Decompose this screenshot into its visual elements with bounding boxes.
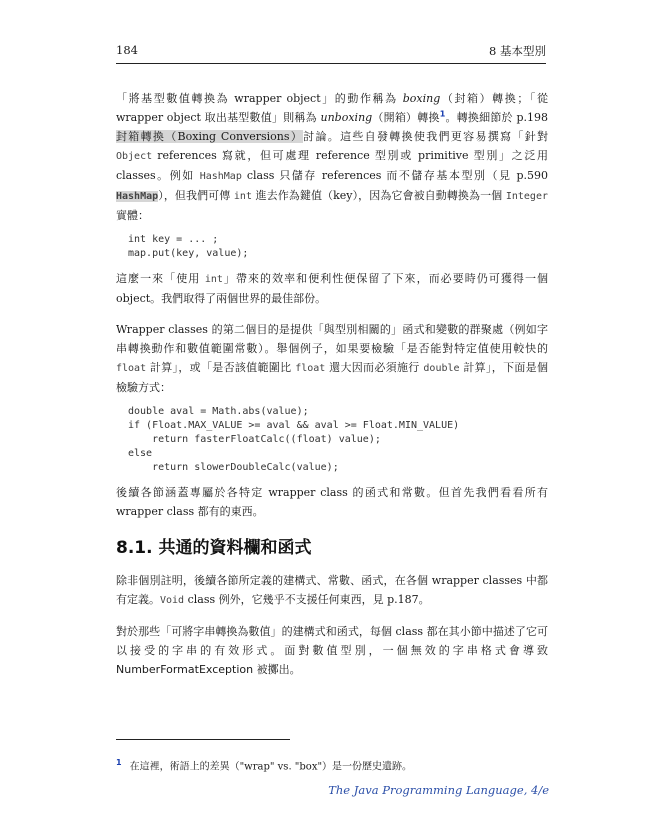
- running-footer: The Java Programming Language, 4/e: [328, 783, 549, 797]
- body-text: [116, 89, 548, 691]
- section-heading: 8.1. 共通的資料欄和函式: [116, 538, 312, 558]
- footnote-text: 在這裡，術語上的差異（"wrap" vs. "box"）是一份歷史遺跡。: [129, 761, 413, 773]
- paragraph-following-sections: 後續各節涵蓋專屬於各特定 wrapper class 的函式和常數。但首先我們看看所有 wrapper class 都有的東西。: [116, 486, 548, 518]
- cross-ref-highlight: 封箱轉換（Boxing Conversions）: [116, 130, 304, 143]
- footnote: [116, 756, 548, 774]
- exception-name: NumberFormatException: [116, 663, 254, 676]
- chapter-title: 8 基本型別: [489, 44, 546, 58]
- code-float-2: float: [295, 363, 326, 374]
- header-rule: [116, 63, 546, 64]
- running-header: [116, 43, 546, 61]
- code-double: double: [423, 363, 460, 374]
- code-object: Object: [116, 151, 153, 162]
- footnote-rule: [116, 739, 290, 740]
- term-boxing: boxing: [402, 92, 441, 105]
- footnote-ref[interactable]: 1: [439, 109, 446, 119]
- paragraph-boxing: 「將基型數值轉換為 wrapper object」的動作稱為 boxing（封箱）轉換；「從 wrapper object 取出基型數值」則稱為 unboxing（開箱）轉換$^1$。轉換細節於 p.198 封箱轉換（Boxing Conversions）討論。這些自發轉換使我們更容易撰寫「針對 Object references 寫就，但可處理 reference 型別或 primitive 型別」之泛用 classes。例如 HashMap class 只儲存 references 而不儲存基本型別（見 p.590 HashMap），但我們可傳 int 進去作為鍵值（key），因為它會被自動轉換為一個 Integer 實體：: [116, 92, 549, 222]
- paragraph-efficiency: 這麼一來「使用 int」帶來的效率和便利性便保留了下來，而必要時仍可獲得一個 object。我們取得了兩個世界的最佳部份。: [116, 272, 548, 305]
- code-float: float: [116, 363, 147, 374]
- page-number: 184: [116, 43, 138, 57]
- code-hashmap: HashMap: [199, 171, 242, 182]
- paragraph-common-definitions: 除非個別註明，後續各節所定義的建構式、常數、函式，在各個 wrapper classes 中都有定義。Void class 例外，它幾乎不支援任何東西，見 p.187。: [116, 574, 548, 606]
- code-block-map-put: int key = ... ; map.put(key, value);: [128, 234, 249, 259]
- term-unboxing: unboxing: [320, 111, 373, 124]
- footnote-number: 1: [116, 758, 122, 767]
- code-block-float-check: double aval = Math.abs(value); if (Float.MAX_VALUE >= aval && aval >= Float.MIN_VALUE) return fasterFloatCalc((float) value); else return slowerDoubleCalc(value);: [128, 406, 460, 473]
- paragraph-string-conversion: 對於那些「可將字串轉換為數值」的建構式和函式，每個 class 都在其小節中描述了它可以接受的字串的有效形式。面對數值型別，一個無效的字串格式會導致 NumberFormatException 被擲出。: [116, 625, 548, 676]
- code-integer: Integer: [505, 191, 548, 202]
- code-void: Void: [160, 595, 185, 606]
- code-hashmap-ref: HashMap: [116, 191, 159, 202]
- paragraph-wrapper-purpose: Wrapper classes 的第二個目的是提供「與型別相關的」函式和變數的群聚處（例如字串轉換動作和數值範圍常數）。舉個例子，如果要檢驗「是否能對特定值使用較快的 float 計算」，或「是否該值範圍比 float 還大因而必須施行 double 計算」，下面是個檢驗方式：: [116, 323, 548, 394]
- code-int: int: [233, 191, 252, 202]
- code-int-2: int: [204, 274, 223, 285]
